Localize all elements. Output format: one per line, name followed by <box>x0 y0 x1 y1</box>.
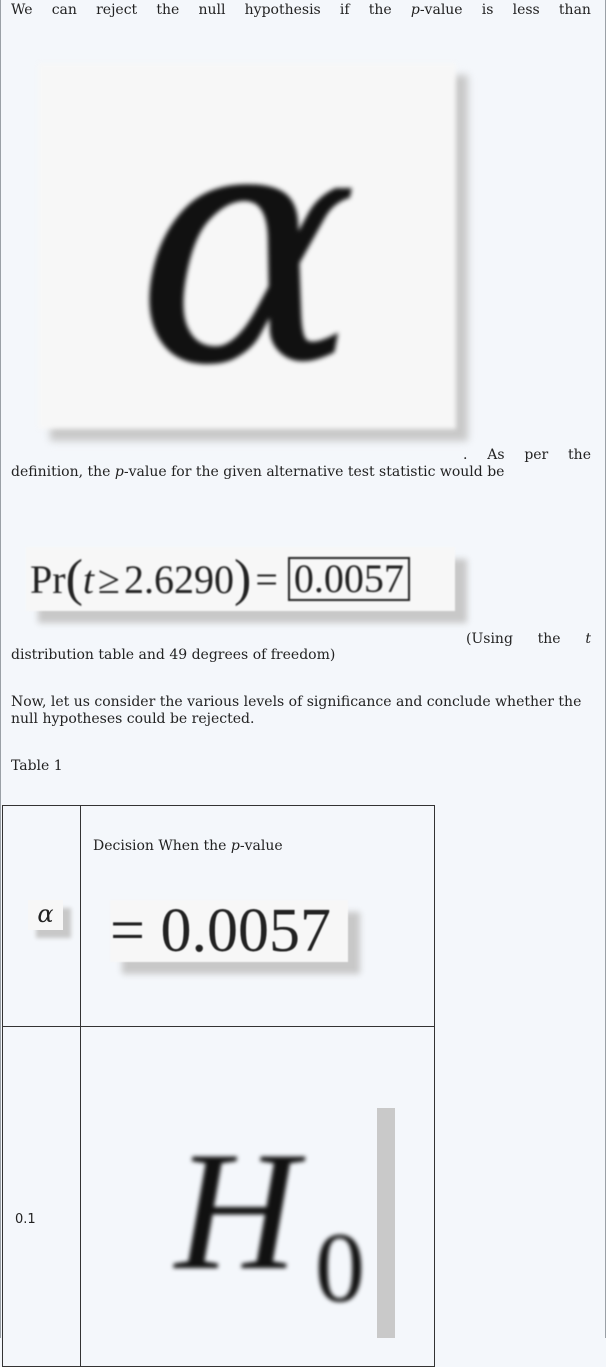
alpha-symbol: α <box>135 54 359 438</box>
word: (Using <box>466 631 513 647</box>
paragraph: Now, let us consider the various levels of significance and conclude whether the null hypotheses could be rejected. <box>11 694 582 727</box>
boxed-answer: 0.0057 <box>288 557 410 601</box>
word: the <box>368 2 392 18</box>
word: null <box>198 2 226 18</box>
table-caption: Table 1 <box>11 758 63 774</box>
close-paren: ) <box>233 550 252 607</box>
word: . <box>463 447 468 463</box>
text-line-1 <box>11 2 591 18</box>
alpha-value-cell <box>3 1027 81 1367</box>
word: is <box>481 2 494 18</box>
geq-symbol: ≥ <box>98 556 120 602</box>
header-alpha-image: α <box>28 900 63 930</box>
h0-equation-image <box>175 1108 395 1338</box>
probability-equation-image <box>26 547 455 611</box>
word: than <box>558 2 591 18</box>
word: hypothesis <box>244 2 321 18</box>
test-statistic: 2.6290 <box>123 556 234 602</box>
word-pvalue: p-value <box>410 2 463 18</box>
header-decision-label: Decision When the p-value <box>93 838 283 854</box>
t-variable: t <box>82 556 95 602</box>
alpha-value: 0.1 <box>15 1212 36 1227</box>
h-subscript: 0 <box>315 1212 365 1323</box>
image-shadow <box>377 1108 395 1338</box>
word: can <box>51 2 77 18</box>
text-line-2 <box>463 447 591 463</box>
word: the <box>537 631 561 647</box>
word: less <box>512 2 540 18</box>
text-line-5: distribution table and 49 degrees of freedom) <box>11 647 336 663</box>
pr-label: Pr <box>30 556 66 602</box>
word: if <box>339 2 350 18</box>
equals-symbol: = <box>255 556 278 602</box>
word: reject <box>96 2 138 18</box>
pvalue-equation-image: = 0.0057 <box>110 900 348 962</box>
text-line-3: definition, the p-value for the given alternative test statistic would be <box>11 464 505 480</box>
alpha-equation-image <box>38 54 456 438</box>
word: per <box>524 447 549 463</box>
word: the <box>568 447 591 463</box>
word: the <box>156 2 180 18</box>
word: We <box>11 2 33 18</box>
word: As <box>487 447 505 463</box>
word-t: t <box>585 631 591 647</box>
text-line-4 <box>466 631 591 647</box>
open-paren: ( <box>65 550 83 607</box>
h-symbol: H <box>175 1117 298 1305</box>
